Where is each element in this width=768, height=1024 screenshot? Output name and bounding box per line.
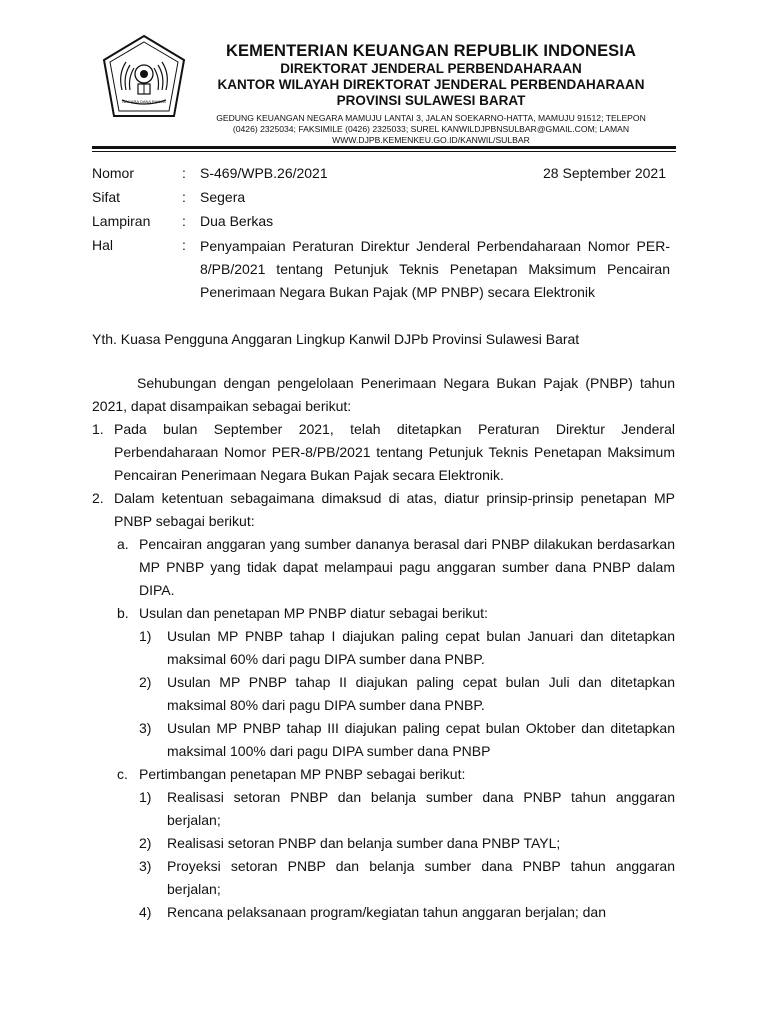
ministry-emblem-logo	[96, 30, 192, 126]
list-item: 2) Realisasi setoran PNBP dan belanja sumber dana PNBP TAYL;	[139, 835, 561, 851]
lampiran-label: Lampiran	[92, 213, 151, 229]
sifat-value: Segera	[200, 189, 246, 205]
letterhead	[196, 42, 666, 146]
list-item: 1) Realisasi setoran PNBP dan belanja sumber dana PNBP tahun anggaran berjalan;	[139, 789, 675, 828]
list-item: 4) Rencana pelaksanaan program/kegiatan tahun anggaran berjalan; dan	[139, 904, 606, 920]
list-item: 1. Pada bulan September 2021, telah ditetapkan Peraturan Direktur Jenderal Perbendaharaan Nomor PER-8/PB/2021 tentang Petunjuk Teknis Penetapan Maksimum Pencairan Penerimaan Negara Bukan Pajak secara Elektronik.	[92, 421, 675, 483]
list-item: 2. Dalam ketentuan sebagaimana dimaksud di atas, diatur prinsip-prinsip penetapan MP PNBP sebagai berikut:	[92, 490, 675, 529]
list-item: 2) Usulan MP PNBP tahap II diajukan paling cepat bulan Juli dan ditetapkan maksimal 80% dari pagu DIPA sumber dana PNBP.	[139, 674, 675, 713]
lampiran-value: Dua Berkas	[200, 213, 274, 229]
sub-item-b: b. Usulan dan penetapan MP PNBP diatur sebagai berikut:	[117, 605, 488, 621]
intro-paragraph: Sehubungan dengan pengelolaan Penerimaan Negara Bukan Pajak (PNBP) tahun 2021, dapat disampaikan sebagai berikut:	[92, 375, 675, 414]
letter-body	[92, 372, 675, 924]
sub-item-a: a. Pencairan anggaran yang sumber dananya berasal dari PNBP dilakukan berdasarkan MP PNBP yang tidak dapat melampaui pagu anggaran sumber dana PNBP dalam DIPA.	[117, 536, 675, 598]
list-item: 3) Proyeksi setoran PNBP dan belanja sumber dana PNBP tahun anggaran berjalan;	[139, 858, 675, 897]
letterhead-divider-thin	[92, 151, 676, 152]
letter-date: 28 September 2021	[543, 165, 666, 181]
office-name: KANTOR WILAYAH DIREKTORAT JENDERAL PERBENDAHARAAN	[217, 77, 645, 92]
sifat-row: Sifat : Segera	[92, 189, 246, 205]
lampiran-row: Lampiran : Dua Berkas	[92, 213, 274, 229]
sifat-label: Sifat	[92, 189, 121, 205]
letterhead-divider	[92, 146, 676, 149]
nomor-value: S-469/WPB.26/2021	[200, 165, 328, 181]
hal-row: Hal : Penyampaian Peraturan Direktur Jenderal Perbendaharaan Nomor PER-8/PB/2021 tentang Petunjuk Teknis Penetapan Maksimum Pencairan Penerimaan Negara Bukan Pajak (MP PNBP) secara Elektronik	[92, 235, 652, 259]
addressee: Yth. Kuasa Pengguna Anggaran Lingkup Kanwil DJPb Provinsi Sulawesi Barat	[92, 331, 580, 347]
office-address: GEDUNG KEUANGAN NEGARA MAMUJU LANTAI 3, JALAN SOEKARNO-HATTA, MAMUJU 91512; TELEPON (0426) 2325034; FAKSIMILE (0426) 2325033; SUREL KANWILDJPBNSULBAR@GMAIL.COM; LAMAN WWW.DJPB.KEMENKEU.GO.ID/KANWIL/SULBAR	[216, 113, 646, 145]
hal-label: Hal	[92, 237, 114, 253]
nomor-label: Nomor	[92, 165, 135, 181]
province-name: PROVINSI SULAWESI BARAT	[336, 93, 526, 108]
ministry-name: KEMENTERIAN KEUANGAN REPUBLIK INDONESIA	[225, 42, 636, 60]
sub-item-c: c. Pertimbangan penetapan MP PNBP sebagai berikut:	[117, 766, 466, 782]
directorate-name: DIREKTORAT JENDERAL PERBENDAHARAAN	[280, 61, 582, 76]
nomor-row: Nomor : S-469/WPB.26/2021 28 September 2021	[92, 165, 666, 181]
hal-value: Penyampaian Peraturan Direktur Jenderal Perbendaharaan Nomor PER-8/PB/2021 tentang Petunjuk Teknis Penetapan Maksimum Pencairan Penerimaan Negara Bukan Pajak (MP PNBP) secara Elektronik	[200, 238, 670, 300]
svg-text:NAGARA DANA RAKCA: NAGARA DANA RAKCA	[122, 99, 166, 104]
list-item: 1) Usulan MP PNBP tahap I diajukan paling cepat bulan Januari dan ditetapkan maksimal 60% dari pagu DIPA sumber dana PNBP.	[139, 628, 675, 667]
list-item: 3) Usulan MP PNBP tahap III diajukan paling cepat bulan Oktober dan ditetapkan maksimal 100% dari pagu DIPA sumber dana PNBP	[139, 720, 675, 759]
letter-meta	[92, 163, 670, 300]
